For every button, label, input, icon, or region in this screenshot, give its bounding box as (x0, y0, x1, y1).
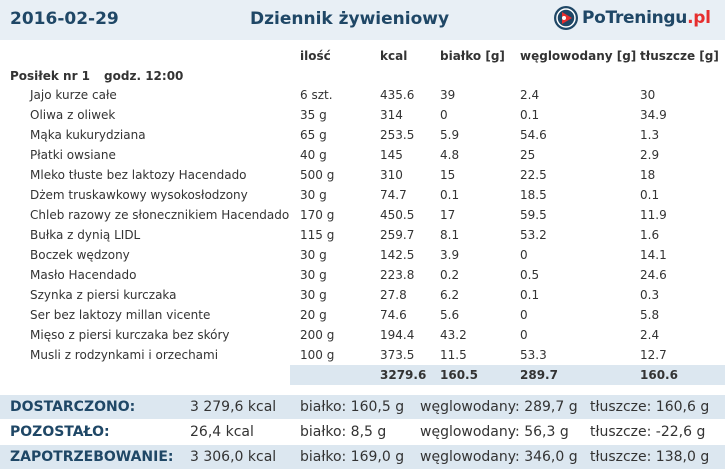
food-carbs: 53.3 (520, 348, 547, 362)
meal-heading (10, 69, 183, 83)
food-kcal: 314 (380, 108, 403, 122)
food-name: Oliwa z oliwek (30, 108, 116, 122)
food-carbs: 54.6 (520, 128, 547, 142)
food-protein: 0 (440, 108, 448, 122)
food-name: Boczek wędzony (30, 248, 130, 262)
food-fat: 14.1 (640, 248, 667, 262)
food-kcal: 435.6 (380, 88, 415, 102)
food-protein: 17 (440, 208, 456, 222)
food-protein: 4.8 (440, 148, 460, 162)
summary-protein: białko: 160,5 g (300, 399, 405, 415)
food-carbs: 0.1 (520, 288, 540, 302)
summary-requirement (0, 445, 725, 469)
summary-kcal: 3 279,6 kcal (190, 399, 277, 415)
food-quantity: 500 g (300, 168, 335, 182)
food-row (0, 325, 725, 345)
food-name: Musli z rodzynkami i orzechami (30, 348, 219, 362)
food-carbs: 0.1 (520, 108, 540, 122)
food-protein: 6.2 (440, 288, 460, 302)
summary-label: DOSTARCZONO: (10, 399, 136, 415)
food-quantity: 100 g (300, 348, 335, 362)
food-kcal: 194.4 (380, 328, 415, 342)
food-protein: 11.5 (440, 348, 467, 362)
food-name: Bułka z dynią LIDL (30, 228, 141, 242)
food-name: Masło Hacendado (30, 268, 137, 282)
food-carbs: 0.5 (520, 268, 540, 282)
food-protein: 5.9 (440, 128, 460, 142)
food-row (0, 245, 725, 265)
food-carbs: 18.5 (520, 188, 547, 202)
summary-fat: tłuszcze: -22,6 g (590, 424, 706, 440)
food-name: Mleko tłuste bez laktozy Hacendado (30, 168, 247, 182)
food-kcal: 373.5 (380, 348, 415, 362)
food-row (0, 225, 725, 245)
logo-text: PoTreningu.pl (582, 8, 711, 28)
food-protein: 0.1 (440, 188, 460, 202)
food-carbs: 53.2 (520, 228, 547, 242)
total-fat: 160.6 (640, 368, 678, 382)
food-fat: 2.9 (640, 148, 660, 162)
logo-mark-icon (553, 5, 579, 31)
food-fat: 1.3 (640, 128, 660, 142)
food-carbs: 22.5 (520, 168, 547, 182)
food-row (0, 165, 725, 185)
food-kcal: 310 (380, 168, 403, 182)
food-name: Mąka kukurydziana (30, 128, 146, 142)
food-kcal: 253.5 (380, 128, 415, 142)
food-carbs: 0 (520, 248, 528, 262)
food-name: Mięso z piersi kurczaka bez skóry (30, 328, 230, 342)
food-kcal: 74.6 (380, 308, 407, 322)
food-quantity: 170 g (300, 208, 335, 222)
summary-delivered (0, 395, 725, 419)
food-fat: 12.7 (640, 348, 667, 362)
food-kcal: 450.5 (380, 208, 415, 222)
food-kcal: 74.7 (380, 188, 407, 202)
total-kcal: 3279.6 (380, 368, 427, 382)
food-protein: 8.1 (440, 228, 460, 242)
page-header (0, 0, 725, 40)
food-quantity: 35 g (300, 108, 327, 122)
food-carbs: 59.5 (520, 208, 547, 222)
food-kcal: 142.5 (380, 248, 415, 262)
food-name: Chleb razowy ze słonecznikiem Hacendado (30, 208, 290, 222)
food-protein: 5.6 (440, 308, 460, 322)
food-carbs: 0 (520, 328, 528, 342)
summary-remaining (0, 420, 725, 444)
total-carbs: 289.7 (520, 368, 558, 382)
food-row (0, 345, 725, 365)
summary-label: ZAPOTRZEBOWANIE: (10, 449, 174, 465)
food-fat: 5.8 (640, 308, 660, 322)
food-row (0, 305, 725, 325)
summary-kcal: 26,4 kcal (190, 424, 254, 440)
food-name: Szynka z piersi kurczaka (30, 288, 177, 302)
column-header-kcal: kcal (380, 49, 408, 63)
column-header-protein: białko [g] (440, 49, 505, 63)
food-kcal: 27.8 (380, 288, 407, 302)
summary-fat: tłuszcze: 138,0 g (590, 449, 710, 465)
food-quantity: 40 g (300, 148, 327, 162)
food-row (0, 265, 725, 285)
summary-protein: białko: 169,0 g (300, 449, 405, 465)
summary-kcal: 3 306,0 kcal (190, 449, 277, 465)
summary-protein: białko: 8,5 g (300, 424, 387, 440)
food-quantity: 30 g (300, 248, 327, 262)
food-fat: 11.9 (640, 208, 667, 222)
summary-fat: tłuszcze: 160,6 g (590, 399, 710, 415)
potreningu-logo[interactable] (553, 3, 711, 33)
food-protein: 0.2 (440, 268, 460, 282)
food-row (0, 85, 725, 105)
food-protein: 15 (440, 168, 456, 182)
food-row (0, 145, 725, 165)
food-fat: 1.6 (640, 228, 660, 242)
food-name: Jajo kurze całe (30, 88, 117, 102)
food-row (0, 125, 725, 145)
food-fat: 30 (640, 88, 656, 102)
food-kcal: 145 (380, 148, 403, 162)
summary-carbs: węglowodany: 289,7 g (420, 399, 578, 415)
food-row (0, 105, 725, 125)
food-name: Dżem truskawkowy wysokosłodzony (30, 188, 248, 202)
food-quantity: 65 g (300, 128, 327, 142)
food-protein: 39 (440, 88, 456, 102)
summary-label: POZOSTAŁO: (10, 424, 110, 440)
food-row (0, 205, 725, 225)
food-fat: 18 (640, 168, 656, 182)
column-header-quantity: ilość (300, 49, 331, 63)
food-fat: 0.1 (640, 188, 660, 202)
food-kcal: 259.7 (380, 228, 415, 242)
food-carbs: 25 (520, 148, 536, 162)
food-quantity: 20 g (300, 308, 327, 322)
summary-carbs: węglowodany: 346,0 g (420, 449, 578, 465)
food-protein: 3.9 (440, 248, 460, 262)
food-quantity: 200 g (300, 328, 335, 342)
totals-row (290, 365, 725, 385)
food-protein: 43.2 (440, 328, 467, 342)
food-carbs: 2.4 (520, 88, 540, 102)
food-name: Płatki owsiane (30, 148, 116, 162)
column-header-carbs: węglowodany [g] (520, 49, 637, 63)
summary-carbs: węglowodany: 56,3 g (420, 424, 569, 440)
food-quantity: 115 g (300, 228, 335, 242)
diary-date: 2016-02-29 (10, 9, 119, 29)
food-quantity: 30 g (300, 288, 327, 302)
food-fat: 2.4 (640, 328, 660, 342)
food-fat: 24.6 (640, 268, 667, 282)
column-header-fat: tłuszcze [g] (640, 49, 719, 63)
food-quantity: 30 g (300, 268, 327, 282)
meal-time: godz. 12:00 (104, 69, 184, 83)
food-fat: 0.3 (640, 288, 660, 302)
food-name: Ser bez laktozy millan vicente (30, 308, 211, 322)
food-fat: 34.9 (640, 108, 667, 122)
food-carbs: 0 (520, 308, 528, 322)
total-protein: 160.5 (440, 368, 478, 382)
meal-name: Posiłek nr 1 (10, 69, 91, 83)
food-row (0, 185, 725, 205)
food-quantity: 6 szt. (300, 88, 333, 102)
food-kcal: 223.8 (380, 268, 415, 282)
food-row (0, 285, 725, 305)
page-title: Dziennik żywieniowy (250, 9, 450, 29)
food-quantity: 30 g (300, 188, 327, 202)
